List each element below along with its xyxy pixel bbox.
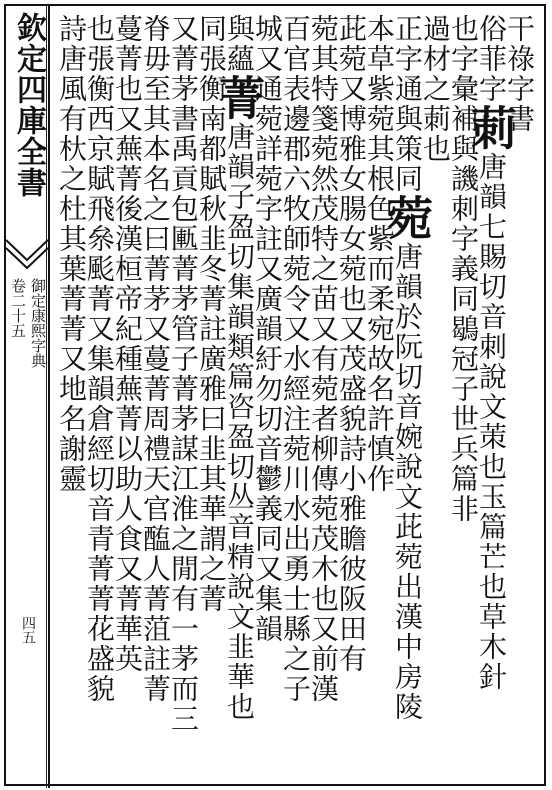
text-column: 百官表邊郡六牧師菀令又水經注菀川水出勇士縣之子 — [279, 14, 312, 704]
volume-title: 御定康熙字典 — [29, 278, 47, 368]
chapter-number: 卷二十五 — [9, 278, 27, 338]
text-column: 脊毋至其本名之曰菁茅又蔓菁周禮天官醢人菁菹註菁 — [139, 14, 172, 704]
text-column: 正字通與策同菀唐韻於阮切音婉說文茈菀出漢中房陵 — [380, 14, 434, 722]
text-column: 同張衡南都賦秋韭冬菁註廣雅曰韭其華謂之菁 — [195, 14, 228, 614]
text-column: 城又通菀詳菀字註又廣韻紆勿切音鬱義同又集韻 — [251, 14, 284, 644]
text-column: 茈菀又博雅女腸女菀也又茂盛貌詩小雅瞻彼阪田有 — [335, 14, 368, 674]
text-column: 俗菲字莿唐韻七賜切音刺說文茦也玉篇芒也草木針 — [464, 14, 518, 692]
page-frame — [4, 4, 546, 786]
text-column: 又菁茅書禹貢包匭菁茅管子菁茅謀江淮之閒有一茅而三 — [167, 14, 200, 734]
head-character: 菀 — [380, 194, 434, 242]
text-column: 過材之莿也 — [419, 14, 452, 164]
book-title: 欽定四庫全書 — [11, 12, 46, 198]
page-number: 四五 — [20, 616, 36, 644]
text-column: 也字彙補與譏刺字義同鶡冠子世兵篇非 — [447, 14, 480, 524]
text-column: 蔓菁也又蕪菁後漢桓帝紀種蕪菁以助人食又菁華英 — [111, 14, 144, 674]
text-column: 詩唐風有杕之杜其葉菁菁又地名謝靈 — [55, 14, 88, 494]
text-column: 菀其特箋菀然茂特之苗又有菀者柳傳菀茂木也又前漢 — [307, 14, 340, 704]
head-character: 菁 — [212, 74, 266, 122]
page-margin-strip — [6, 6, 50, 788]
head-character: 莿 — [464, 104, 518, 152]
fishtail-mark-icon — [6, 238, 48, 274]
text-column: 也張衡西京賦飛㕘颩菁又集韻倉經切音青菁菁花盛貌 — [83, 14, 116, 704]
text-column: 與蘊菁唐韻子盈切集韻類篇咨盈切丛音精說文韭華也 — [212, 14, 266, 722]
text-column: 干祿字書 — [503, 14, 536, 134]
text-column: 本草紫菀其根色紫而柔宛故名許慎作 — [363, 14, 396, 494]
